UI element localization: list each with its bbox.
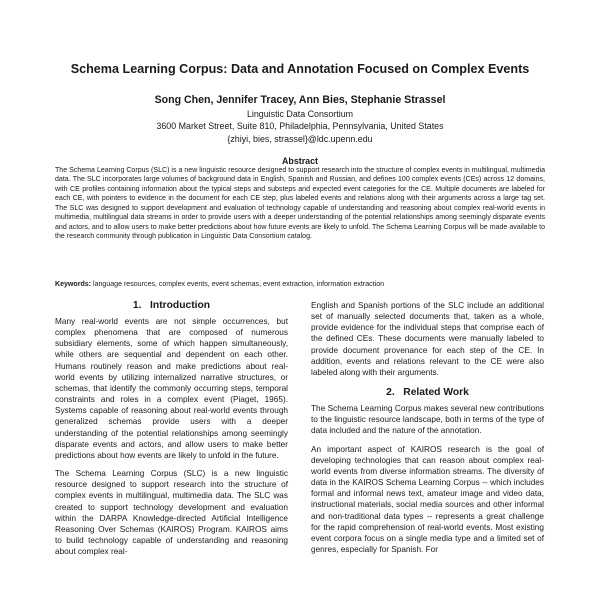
author-list: Song Chen, Jennifer Tracey, Ann Bies, Stephanie Strassel bbox=[154, 94, 446, 106]
right-column bbox=[311, 300, 544, 555]
affiliation-address: 3600 Market Street, Suite 810, Philadelphia, Pennsylvania, United States bbox=[156, 121, 444, 132]
intro-paragraph-1: Many real-world events are not simple occurrences, but complex phenomena that are composed of numerous subsidiary elements, some of which happen simultaneously, while others are sequential and dependent on each other. Humans routinely reason and make predictions about real-world events by utilizing internalized narrative structures, or schemas, that identify the commonly occurring steps, temporal constraints and roles in a complex event (Piaget, 1965). Systems capable of reasoning about real-world events through generalized schemas provide users with a deeper understanding of the potential relationships among seemingly disparate events and actors, and allow users to make better predictions about how events are likely to unfold in the future. bbox=[55, 317, 288, 460]
intro-paragraph-2: The Schema Learning Corpus (SLC) is a new linguistic resource designed to support research into the structure of complex events in multilingual, multimedia data. The SLC was created to support technology development and evaluation within the DARPA Knowledge-directed Artificial Intelligence Reasoning Over Schemas (KAIROS) Program. KAIROS aims to build technology capable of understanding and reasoning about complex real- bbox=[55, 469, 288, 557]
abstract-text: The Schema Learning Corpus (SLC) is a new linguistic resource designed to support research into the structure of complex events in multilingual, multimedia data. The SLC incorporates large volumes of background data in English, Spanish and Russian, and defines 100 complex events (CEs) across 12 domains, with CE profiles containing information about the typical steps and substeps and expected event categories for the CE. Multiple documents are labeled for each CE, with pointers to evidence in the document for each CE step, plus labeled events and relations along with their arguments across a large tag set. The SLC was designed to support development and evaluation of technology capable of understanding and reasoning about complex real-world events in multimedia, multilingual data streams in order to provide users with a deeper understanding of the potential relationships among seemingly disparate events and actors, and to allow users to make better predictions about how future events are likely to unfold. The Schema Learning Corpus will be made available to the research community through publication in Linguistic Data Consortium catalog. bbox=[55, 167, 545, 241]
abstract-heading: Abstract bbox=[281, 156, 318, 166]
related-work-paragraph-1: The Schema Learning Corpus makes several new contributions to the linguistic resource landscape, both in terms of the type of data included and the nature of the annotation. bbox=[311, 404, 544, 436]
affiliation-block bbox=[0, 108, 600, 145]
keywords bbox=[55, 281, 545, 288]
related-work-paragraph-2: An important aspect of KAIROS research is the goal of developing technologies that can reason about complex real-world events from diverse information streams. The diversity of data in the KAIROS Schema Learning Corpus -- which includes formal and informal news text, amateur image and video data, instructional materials, social media sources and other informal and non-traditional data types -- represents a great challenge for the rapid comprehension of real-world events. Most existing event corpora focus on a single media type and a limited set of genres, especially for Spanish. For bbox=[311, 444, 544, 554]
affiliation-email: {zhiyi, bies, strassel}@ldc.upenn.edu bbox=[227, 133, 373, 144]
related-work-heading: 2. Related Work bbox=[386, 387, 469, 399]
intro-heading: 1. Introduction bbox=[132, 300, 211, 311]
keywords-label: Keywords: bbox=[55, 281, 92, 288]
keywords-text: language resources, complex events, event schemas, event extraction, information extraction bbox=[93, 281, 385, 288]
left-column bbox=[55, 300, 288, 557]
paper-title: Schema Learning Corpus: Data and Annotation Focused on Complex Events bbox=[70, 62, 530, 76]
intro-paragraph-3: English and Spanish portions of the SLC include an additional set of manually selected documents that, taken as a whole, provide evidence for the individual steps that comprise each of the defined CEs. These documents were manually labeled to provide document provenance for each step of the CE. In addition, events and relations relevant to the CE were also labeled along with their arguments. bbox=[311, 301, 544, 377]
affiliation-org: Linguistic Data Consortium bbox=[246, 109, 354, 119]
